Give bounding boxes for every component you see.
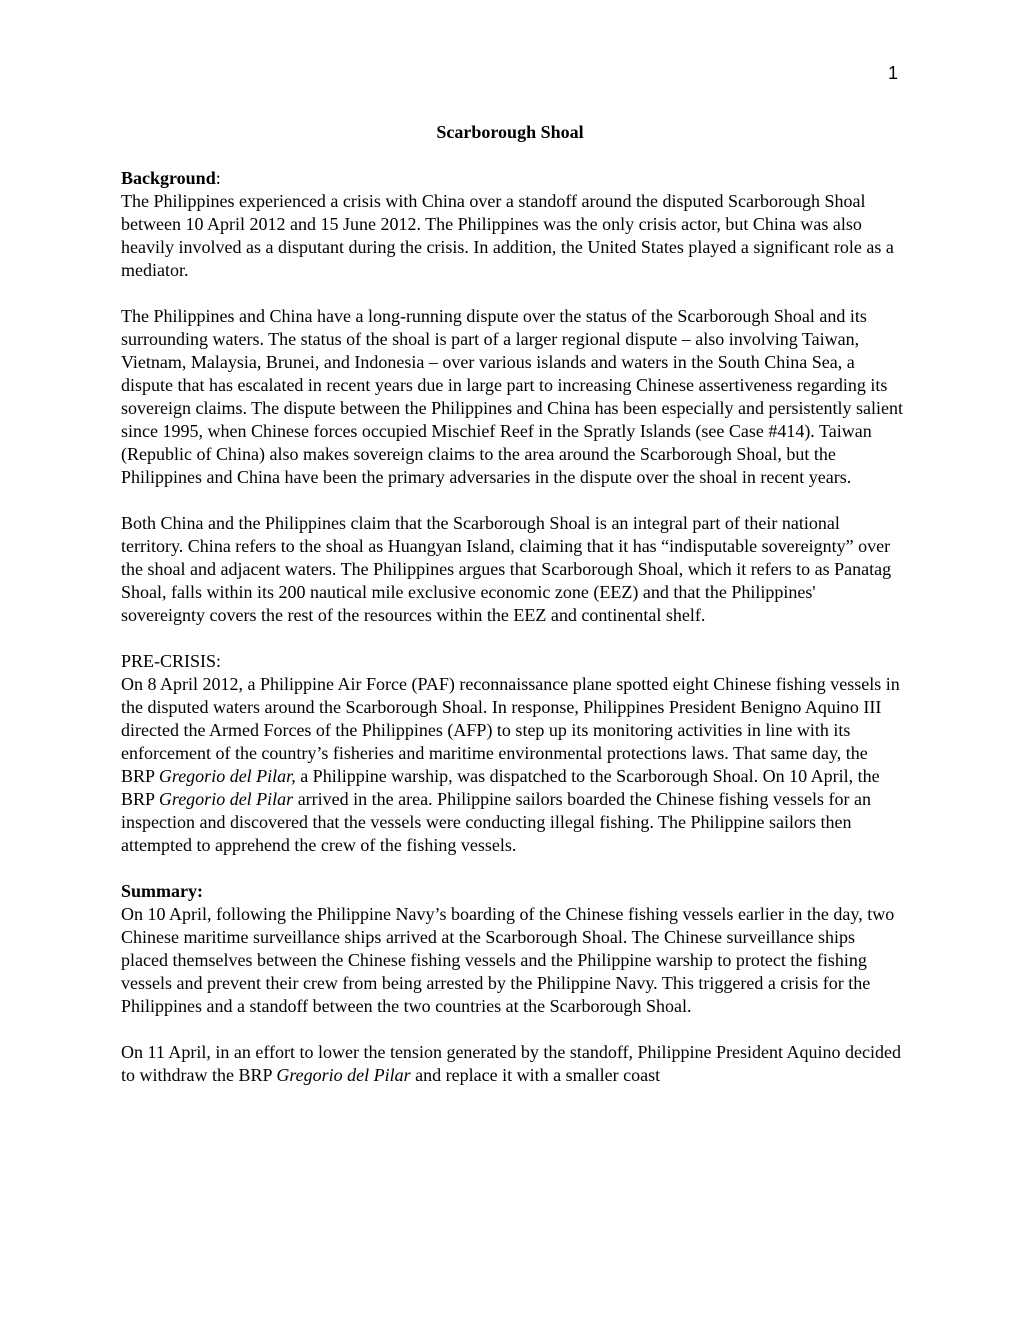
document-title: Scarborough Shoal [436, 122, 584, 142]
ship-name-1: Gregorio del Pilar, [158, 766, 296, 786]
summary-heading-line [121, 880, 903, 903]
summary-heading: Summary: [121, 881, 203, 901]
summary-p2-text-2: and replace it with a smaller coast [410, 1065, 661, 1085]
background-paragraph-2: The Philippines and China have a long-running dispute over the status of the Scarborough Shoal and its surrounding waters. The status of the shoal is part of a larger regional dispute – also involving Taiwan, Vietnam, Malaysia, Brunei, and Indonesia – over various islands and waters in the South China Sea, a dispute that has escalated in recent years due in large part to increasing Chinese assertiveness regarding its sovereign claims. The dispute between the Philippines and China has been especially and persistently salient since 1995, when Chinese forces occupied Mischief Reef in the Spratly Islands (see Case #414). Taiwan (Republic of China) also makes sovereign claims to the area around the Scarborough Shoal, but the Philippines and China have been the primary adversaries in the dispute over the shoal in recent years. [121, 306, 903, 487]
pre-crisis-paragraph [121, 673, 903, 857]
background-heading: Background [121, 168, 216, 188]
background-paragraph-1: The Philippines experienced a crisis with China over a standoff around the disputed Scarborough Shoal between 10 April 2012 and 15 June 2012. The Philippines was the only crisis actor, but China was also heavily involved as a disputant during the crisis. In addition, the United States played a significant role as a mediator. [121, 191, 894, 280]
ship-name-2: Gregorio del Pilar [158, 789, 294, 809]
page-number: 1 [887, 63, 898, 83]
background-heading-line [121, 167, 903, 190]
summary-paragraph-2 [121, 1041, 903, 1087]
document-body [121, 167, 903, 1110]
pre-crisis-text-2: a Philippine warship, was dispatched to the Scarborough Shoal. On 10 April, the BRP [121, 766, 880, 809]
pre-crisis-heading: PRE-CRISIS: [121, 651, 222, 671]
summary-paragraph-1: On 10 April, following the Philippine Navy’s boarding of the Chinese fishing vessels earlier in the day, two Chinese maritime surveillance ships arrived at the Scarborough Shoal. The Chinese surveillance ships placed themselves between the Chinese fishing vessels and the Philippine warship to protect the fishing vessels and prevent their crew from being arrested by the Philippine Navy. This triggered a crisis for the Philippines and a standoff between the two countries at the Scarborough Shoal. [121, 904, 895, 1016]
background-paragraph-3: Both China and the Philippines claim that the Scarborough Shoal is an integral part of their national territory. China refers to the shoal as Huangyan Island, claiming that it has “indisputable sovereignty” over the shoal and adjacent waters. The Philippines argues that Scarborough Shoal, which it refers to as Panatag Shoal, falls within its 200 nautical mile exclusive economic zone (EEZ) and that the Philippines' sovereignty covers the rest of the resources within the EEZ and continental shelf. [121, 513, 892, 625]
background-heading-colon: : [215, 168, 221, 188]
ship-name-3: Gregorio del Pilar [276, 1065, 411, 1085]
summary-p2-text-1: On 11 April, in an effort to lower the tension generated by the standoff, Philippine President Aquino decided to withdraw the BRP [121, 1042, 902, 1085]
pre-crisis-text-1: On 8 April 2012, a Philippine Air Force (PAF) reconnaissance plane spotted eight Chinese fishing vessels in the disputed waters around the Scarborough Shoal. In response, Philippines President Benigno Aquino III directed the Armed Forces of the Philippines (AFP) to step up its monitoring activities in line with its enforcement of the country’s fisheries and maritime environmental protections laws. That same day, the BRP [121, 674, 900, 786]
pre-crisis-text-3: arrived in the area. Philippine sailors boarded the Chinese fishing vessels for an inspection and discovered that the vessels were conducting illegal fishing. The Philippine sailors then attempted to apprehend the crew of the fishing vessels. [121, 789, 872, 855]
